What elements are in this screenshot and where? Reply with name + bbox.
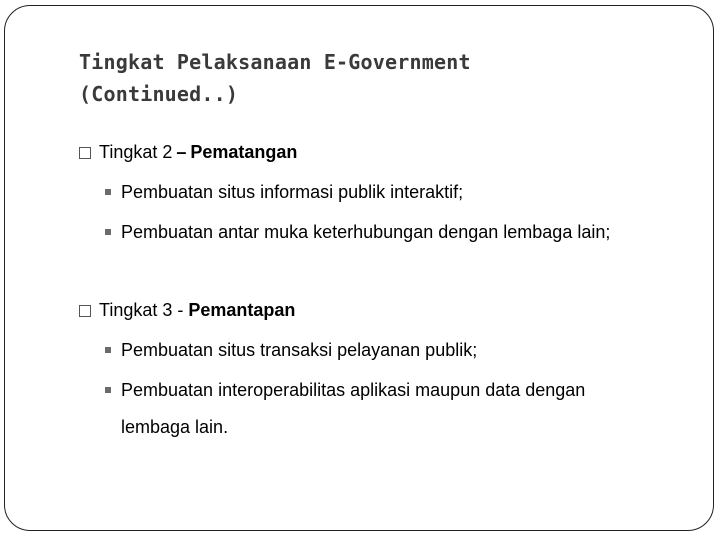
level-3-stage: Pemantapan [188,300,296,320]
list-item-text: Pembuatan interoperabilitas aplikasi maupun data dengan [121,380,586,400]
level-2-separator: – [176,142,187,162]
list-item [105,339,477,361]
level-3-label: Tingkat 3 - [99,300,184,320]
square-bullet-icon [105,189,111,195]
list-item-text: Pembuatan situs transaksi pelayanan publik; [121,340,478,360]
box-bullet-icon [79,147,91,159]
box-bullet-icon [79,305,91,317]
level-2-heading [79,141,297,163]
list-item-continuation [121,416,228,438]
level-2-stage: Pematangan [190,142,298,162]
title-line-2: (Continued..) [79,82,239,106]
level-3-heading [79,299,295,321]
list-item-text: Pembuatan situs informasi publik interaktif; [121,182,464,202]
list-item-text: Pembuatan antar muka keterhubungan dengan lembaga lain; [121,222,611,242]
list-item [105,379,585,401]
list-item [105,181,463,203]
list-item [105,221,610,243]
slide-title [79,46,471,110]
level-2-label: Tingkat 2 [99,142,173,162]
square-bullet-icon [105,347,111,353]
square-bullet-icon [105,387,111,393]
title-line-1: Tingkat Pelaksanaan E-Government [79,50,471,74]
square-bullet-icon [105,229,111,235]
list-item-text: lembaga lain. [121,417,229,437]
